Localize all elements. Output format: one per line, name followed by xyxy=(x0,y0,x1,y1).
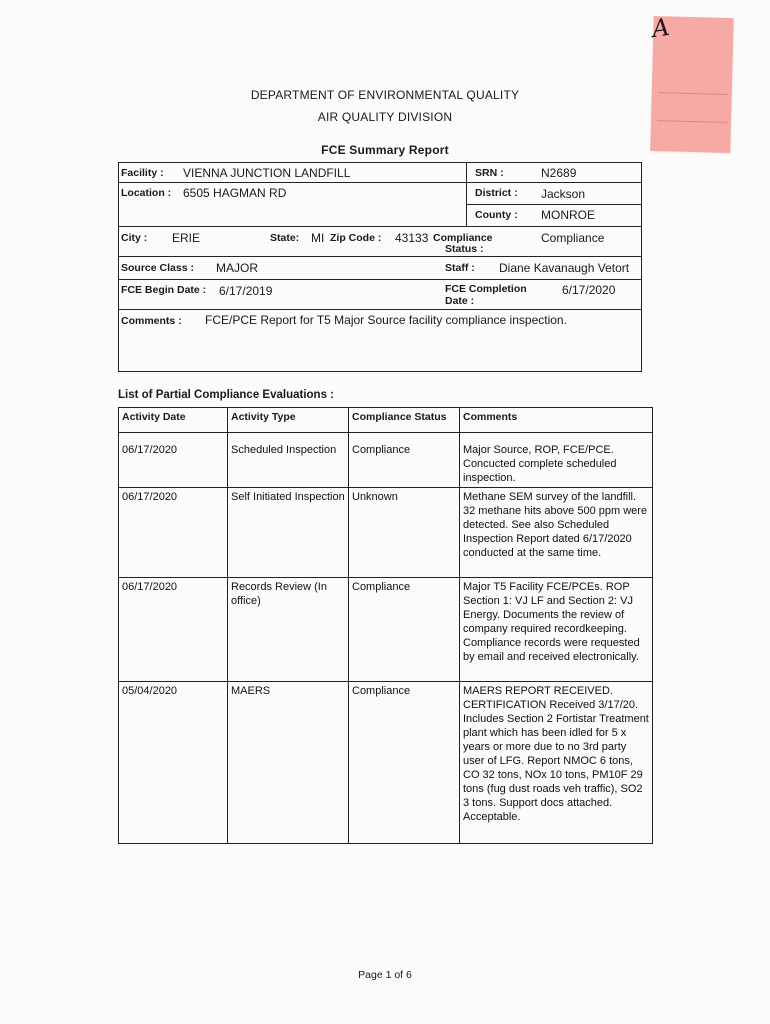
activity-date: 06/17/2020 xyxy=(119,578,228,682)
activity-date: 06/17/2020 xyxy=(119,433,228,488)
source-class-value: MAJOR xyxy=(216,261,258,275)
state-value: MI xyxy=(311,231,325,245)
district-value: Jackson xyxy=(541,187,586,201)
activity-comments: Methane SEM survey of the landfill. 32 methane hits above 500 ppm were detected. See also Scheduled Inspection Report dated 6/17/2020 conducted at the same time. xyxy=(460,488,653,578)
city-label: City : xyxy=(121,232,148,244)
zip-label: Zip Code : xyxy=(330,232,382,244)
page-number: Page 1 of 6 xyxy=(358,969,412,981)
fce-completion-value: 6/17/2020 xyxy=(562,283,616,297)
activity-comments: Major Source, ROP, FCE/PCE. Concucted complete scheduled inspection. xyxy=(460,433,653,488)
column-header: Activity Type xyxy=(228,408,349,433)
comments-value: FCE/PCE Report for T5 Major Source facility compliance inspection. xyxy=(205,313,567,327)
activity-comments: MAERS REPORT RECEIVED. CERTIFICATION Received 3/17/20. Includes Section 2 Fortistar Treatment plant which has been idled for 5 x years or more due to no 3rd party user of LFG. Report NMOC 6 tons, CO 32 tons, NOx 10 tons, PM10F 29 tons (fug dust roads veh traffic), SO2 3 tons. Support docs attached. Acceptable. xyxy=(460,682,653,844)
table-row xyxy=(119,488,653,578)
report-title: FCE Summary Report xyxy=(321,143,449,157)
compliance-status: Unknown xyxy=(349,488,460,578)
state-label: State: xyxy=(270,232,300,244)
srn-value: N2689 xyxy=(541,166,577,180)
county-label: County : xyxy=(475,209,518,221)
column-header: Compliance Status xyxy=(349,408,460,433)
county-value: MONROE xyxy=(541,208,595,222)
pce-table xyxy=(118,407,653,844)
activity-type: MAERS xyxy=(228,682,349,844)
source-class-label: Source Class : xyxy=(121,262,194,274)
compliance-label: Compliance xyxy=(433,232,493,244)
pce-list-title: List of Partial Compliance Evaluations : xyxy=(118,389,334,401)
activity-comments: Major T5 Facility FCE/PCEs. ROP Section 1: VJ LF and Section 2: VJ Energy. Documents the review of company required recordkeeping. Compliance records were requested by email and received electronically. xyxy=(460,578,653,682)
activity-date: 06/17/2020 xyxy=(119,488,228,578)
comments-label: Comments : xyxy=(121,315,182,327)
compliance-status: Compliance xyxy=(349,578,460,682)
srn-label: SRN : xyxy=(475,167,504,179)
city-value: ERIE xyxy=(172,231,201,245)
activity-type: Scheduled Inspection xyxy=(228,433,349,488)
fce-begin-label: FCE Begin Date : xyxy=(121,284,207,296)
compliance-status-label: Status : xyxy=(445,243,484,255)
compliance-status: Compliance xyxy=(349,433,460,488)
table-row xyxy=(119,578,653,682)
department-heading: DEPARTMENT OF ENVIRONMENTAL QUALITY xyxy=(250,88,520,102)
activity-type: Self Initiated Inspection xyxy=(228,488,349,578)
fce-completion-label: FCE Completion xyxy=(445,283,527,295)
column-header: Comments xyxy=(460,408,653,433)
pce-header-row xyxy=(119,408,653,433)
compliance-status-value: Compliance xyxy=(541,231,605,245)
handwritten-mark: A xyxy=(650,12,672,44)
location-label: Location : xyxy=(121,187,172,199)
zip-value: 43133 xyxy=(395,231,429,245)
activity-type: Records Review (In office) xyxy=(228,578,349,682)
facility-label: Facility : xyxy=(121,167,164,179)
table-row xyxy=(119,433,653,488)
staff-label: Staff : xyxy=(445,262,475,274)
district-label: District : xyxy=(475,187,518,199)
staff-value: Diane Kavanaugh Vetort xyxy=(499,261,630,275)
division-heading: AIR QUALITY DIVISION xyxy=(317,110,453,124)
table-row xyxy=(119,682,653,844)
location-value: 6505 HAGMAN RD xyxy=(183,186,287,200)
activity-date: 05/04/2020 xyxy=(119,682,228,844)
compliance-status: Compliance xyxy=(349,682,460,844)
column-header: Activity Date xyxy=(119,408,228,433)
fce-begin-value: 6/17/2019 xyxy=(219,284,273,298)
facility-value: VIENNA JUNCTION LANDFILL xyxy=(183,166,351,180)
fce-completion-date-label: Date : xyxy=(445,295,475,307)
